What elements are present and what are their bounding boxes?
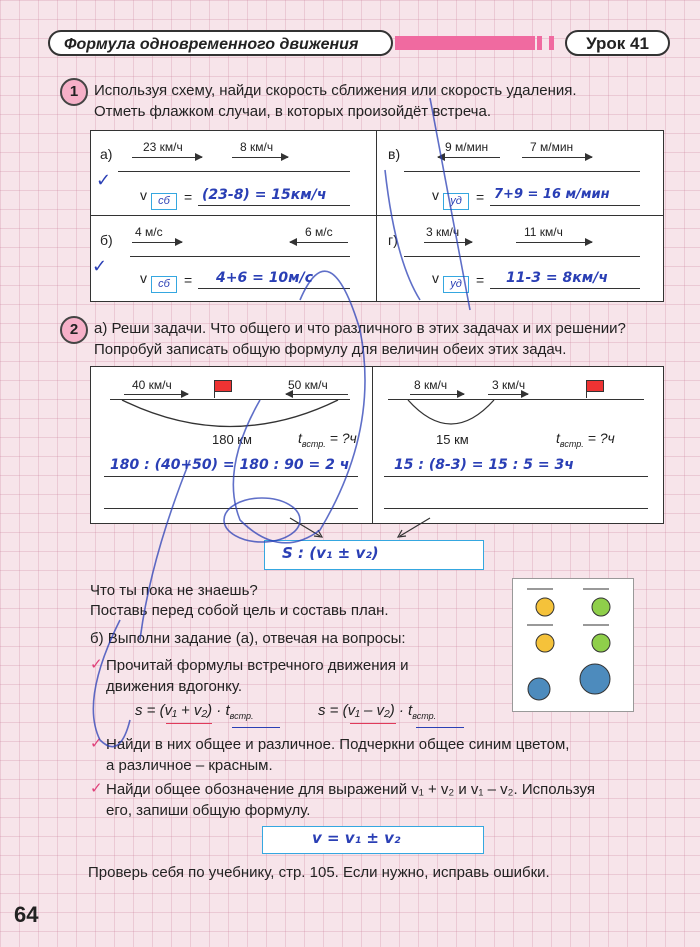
speed-label: 3 км/ч — [492, 378, 526, 392]
subscript-box[interactable]: сб — [151, 276, 177, 293]
track-line — [404, 256, 640, 257]
speed-label: 50 км/ч — [288, 378, 328, 392]
handwritten-formula: S : (v₁ ± v₂) — [282, 544, 379, 562]
check-mark: ✓ — [96, 170, 112, 191]
step-text: его, запиши общую формулу. — [106, 802, 311, 819]
speed-label: 11 км/ч — [524, 225, 563, 239]
speed-label: 8 км/ч — [240, 140, 274, 154]
flagpole — [214, 380, 215, 398]
handwritten-answer: 15 : (8-3) = 15 : 5 = 3ч — [394, 457, 574, 473]
speed-label: 3 км/ч — [426, 225, 460, 239]
cell-letter: б) — [100, 232, 113, 248]
check-yourself-text: Проверь себя по учебнику, стр. 105. Если нужно, исправь ошибки. — [88, 864, 550, 881]
arrow-icon — [438, 157, 500, 158]
header-pink-bar — [395, 36, 535, 50]
cell-letter: в) — [388, 146, 401, 162]
arrow-icon — [516, 242, 592, 243]
answer-line — [198, 288, 350, 289]
time-label: $t_{встр.}$ = ?ч — [556, 430, 615, 449]
step-text: Найди общее обозначение для выражений v₁ + v₂ и v₁ – v₂. Используя — [106, 781, 595, 798]
arrow-icon — [290, 242, 348, 243]
answer-line — [198, 205, 350, 206]
plan-text: Поставь перед собой цель и составь план. — [90, 602, 389, 619]
arrow-icon — [488, 394, 528, 395]
speed-label: 6 м/с — [305, 225, 333, 239]
task1-text: Отметь флажком случаи, в которых произойдёт встреча. — [94, 103, 492, 120]
arrow-icon — [132, 242, 182, 243]
arrow-icon — [232, 157, 288, 158]
equals: = — [476, 272, 485, 288]
grid-divider — [376, 130, 377, 302]
meeting-flag-icon — [214, 380, 232, 392]
equals: = — [184, 189, 193, 205]
arrow-icon — [286, 394, 348, 395]
speed-label: 4 м/с — [135, 225, 163, 239]
birds-illustration — [512, 578, 634, 712]
red-underline — [350, 723, 396, 724]
task2-text: а) Реши задачи. Что общего и что различного в этих задачах и их решении? — [94, 320, 626, 337]
grid-divider — [90, 215, 664, 216]
subscript-box[interactable]: сб — [151, 193, 177, 210]
equals: = — [184, 272, 193, 288]
check-icon: ✓ — [90, 735, 103, 752]
blue-underline — [416, 727, 464, 728]
speed-label: 7 м/мин — [530, 140, 574, 154]
speed-label: 9 м/мин — [445, 140, 489, 154]
flagpole — [586, 380, 587, 398]
formula-pursuit: $s = (v_1 - v_2) \cdot t_{встр.}$ — [318, 702, 437, 721]
speed-label: 8 км/ч — [414, 378, 448, 392]
task1-text: Используя схему, найди скорость сближения или скорость удаления. — [94, 82, 577, 99]
part-b-text: б) Выполни задание (а), отвечая на вопросы: — [90, 630, 406, 647]
answer-line — [384, 508, 648, 509]
header-stripe — [549, 36, 554, 50]
step-text: Прочитай формулы встречного движения и — [106, 657, 409, 674]
check-mark: ✓ — [92, 256, 108, 277]
topic-banner: Формула одновременного движения — [48, 30, 393, 56]
page-number: 64 — [14, 902, 39, 927]
blue-underline — [232, 727, 280, 728]
subscript-box[interactable]: уд — [443, 193, 469, 210]
answer-line — [104, 508, 358, 509]
header-stripe — [525, 36, 530, 50]
time-label: $t_{встр.}$ = ?ч — [298, 430, 357, 449]
lesson-badge: Урок 41 — [565, 30, 670, 56]
handwritten-formula: v = v₁ ± v₂ — [312, 829, 401, 847]
handwritten-answer: 180 : (40+50) = 180 : 90 = 2 ч — [110, 457, 350, 473]
answer-line — [490, 288, 640, 289]
answer-line — [490, 205, 640, 206]
cell-letter: г) — [388, 232, 398, 248]
arrow-icon — [132, 157, 202, 158]
step-text: а различное – красным. — [106, 757, 273, 774]
check-icon: ✓ — [90, 780, 103, 797]
arrow-icon — [410, 394, 464, 395]
distance-label: 15 км — [436, 432, 469, 447]
task-number: 2 — [60, 316, 88, 344]
handwritten-answer: 4+6 = 10м/с — [216, 270, 314, 286]
distance-arc — [406, 398, 496, 428]
track-line — [118, 171, 350, 172]
v-label: v — [432, 270, 439, 286]
arrow-icon — [424, 242, 472, 243]
task-number: 1 — [60, 78, 88, 106]
formula-meeting: $s = (v_1 + v_2) \cdot t_{встр.}$ — [135, 702, 254, 721]
answer-line — [104, 476, 358, 477]
equals: = — [476, 189, 485, 205]
arrow-icon — [124, 394, 188, 395]
handwritten-answer: 7+9 = 16 м/мин — [494, 187, 610, 202]
speed-label: 40 км/ч — [132, 378, 172, 392]
arrow-icon — [522, 157, 592, 158]
grid-divider — [372, 366, 373, 524]
v-label: v — [432, 187, 439, 203]
question-text: Что ты пока не знаешь? — [90, 582, 258, 599]
step-text: движения вдогонку. — [106, 678, 242, 695]
track-line — [130, 256, 350, 257]
v-label: v — [140, 270, 147, 286]
red-underline — [166, 723, 212, 724]
answer-line — [384, 476, 648, 477]
cell-letter: а) — [100, 146, 113, 162]
check-icon: ✓ — [90, 656, 103, 673]
handwritten-answer: (23-8) = 15км/ч — [202, 187, 327, 203]
v-label: v — [140, 187, 147, 203]
task2-text: Попробуй записать общую формулу для величин обеих этих задач. — [94, 341, 567, 358]
meeting-flag-icon — [586, 380, 604, 392]
distance-label: 180 км — [212, 432, 252, 447]
speed-label: 23 км/ч — [143, 140, 183, 154]
handwritten-answer: 11-3 = 8км/ч — [506, 270, 608, 286]
distance-arc — [120, 398, 340, 432]
step-text: Найди в них общее и различное. Подчеркни общее синим цветом, — [106, 736, 570, 753]
subscript-box[interactable]: уд — [443, 276, 469, 293]
track-line — [404, 171, 640, 172]
converge-arrows — [280, 516, 440, 540]
header-stripe — [537, 36, 542, 50]
